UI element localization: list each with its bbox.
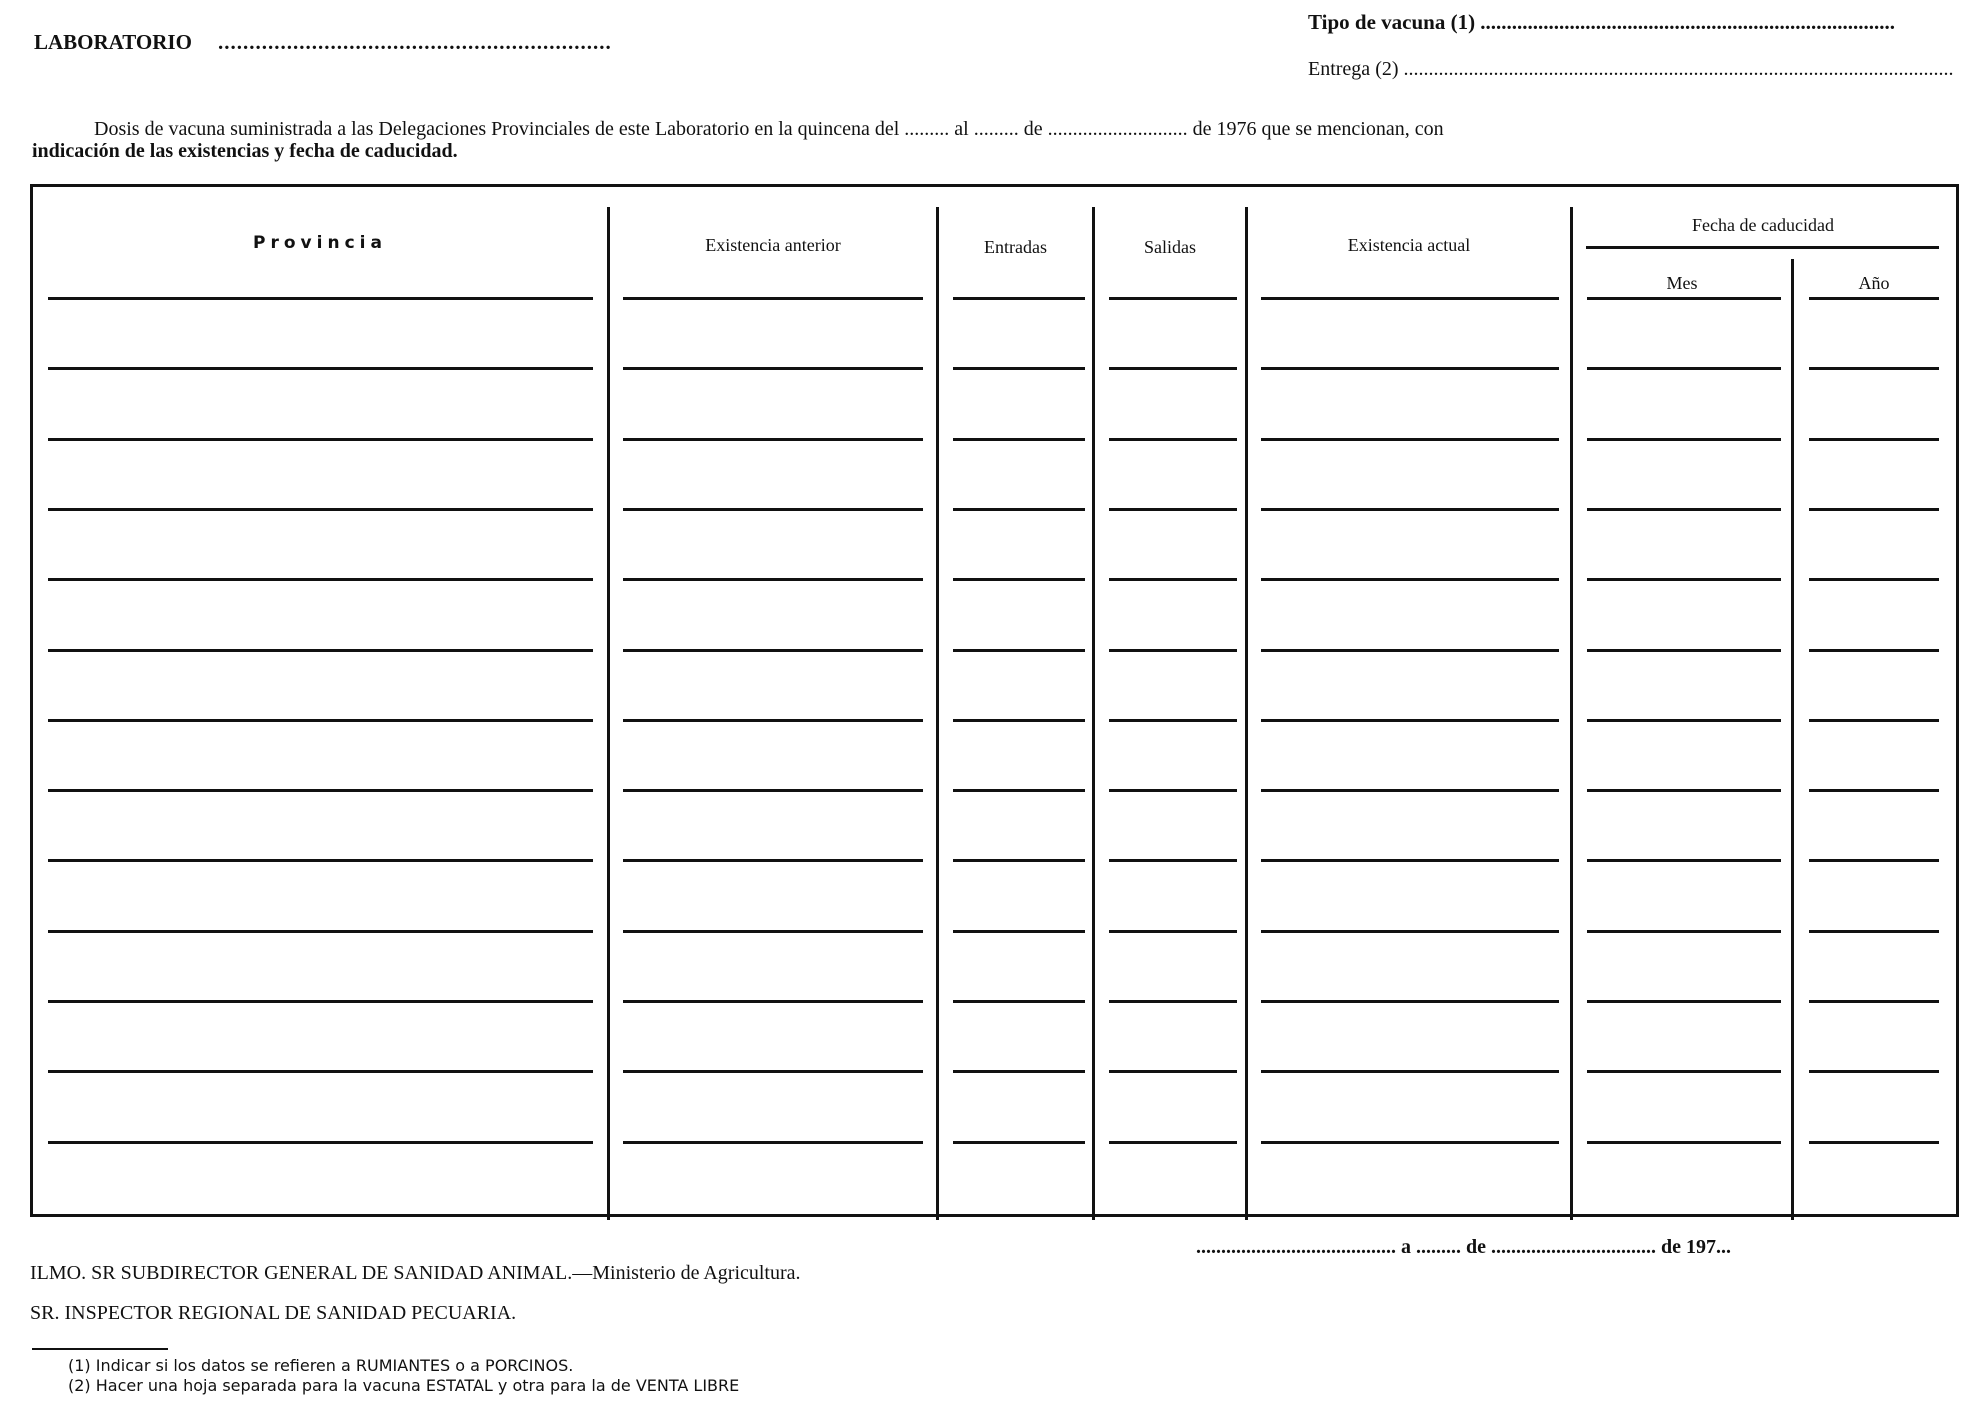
entry-rule[interactable]	[1809, 930, 1939, 933]
entry-rule[interactable]	[623, 508, 923, 511]
entry-rule[interactable]	[1109, 859, 1237, 862]
entry-rule[interactable]	[1809, 789, 1939, 792]
entry-rule[interactable]	[1261, 367, 1559, 370]
entry-rule[interactable]	[1809, 438, 1939, 441]
entry-rule[interactable]	[1109, 789, 1237, 792]
entry-rule[interactable]	[1261, 578, 1559, 581]
entry-rule[interactable]	[623, 930, 923, 933]
entry-rule[interactable]	[623, 1141, 923, 1144]
entry-rule[interactable]	[623, 1070, 923, 1073]
entry-rule[interactable]	[1109, 930, 1237, 933]
entry-rule[interactable]	[1109, 297, 1237, 300]
column-divider	[1791, 259, 1794, 1220]
column-divider	[1570, 207, 1573, 1220]
header-salidas: Salidas	[1144, 237, 1196, 257]
entry-rule[interactable]	[1809, 859, 1939, 862]
entry-rule[interactable]	[623, 719, 923, 722]
entry-rule[interactable]	[1261, 297, 1559, 300]
entry-rule[interactable]	[1109, 438, 1237, 441]
entry-rule[interactable]	[623, 1000, 923, 1003]
entry-rule[interactable]	[623, 438, 923, 441]
entry-rule[interactable]	[1109, 508, 1237, 511]
place-date-line[interactable]: ........................................ a ......... de ................................. de 197...	[1196, 1236, 1731, 1258]
entry-rule[interactable]	[1809, 1070, 1939, 1073]
entry-rule[interactable]	[1809, 1000, 1939, 1003]
entry-rule[interactable]	[1809, 508, 1939, 511]
entry-rule[interactable]	[48, 789, 593, 792]
footnote-2: (2) Hacer una hoja separada para la vacuna ESTATAL y otra para la de VENTA LIBRE	[68, 1376, 740, 1395]
entry-rule[interactable]	[48, 508, 593, 511]
intro-line-1: Dosis de vacuna suministrada a las Delegaciones Provinciales de este Laboratorio en la quincena del ......... al ......... de ............................ de 1976 que se mencionan, con	[94, 118, 1444, 140]
column-divider	[1092, 207, 1095, 1220]
entry-rule[interactable]	[953, 297, 1085, 300]
entry-rule[interactable]	[48, 1070, 593, 1073]
entry-rule[interactable]	[1261, 508, 1559, 511]
entry-rule[interactable]	[1587, 367, 1781, 370]
entry-rule[interactable]	[1261, 930, 1559, 933]
laboratorio-label: LABORATORIO	[34, 30, 192, 54]
header-mes: Mes	[1666, 273, 1698, 293]
entry-rule[interactable]	[953, 719, 1085, 722]
entry-rule[interactable]	[1587, 930, 1781, 933]
entry-rule[interactable]	[1109, 719, 1237, 722]
entry-rule[interactable]	[48, 1141, 593, 1144]
laboratorio-field[interactable]: ...............................................................	[218, 30, 612, 54]
header-existencia-anterior: Existencia anterior	[705, 235, 841, 255]
entry-rule[interactable]	[623, 367, 923, 370]
entry-rule[interactable]	[1587, 1000, 1781, 1003]
intro-line-2: indicación de las existencias y fecha de caducidad.	[32, 140, 458, 162]
entry-rule[interactable]	[953, 438, 1085, 441]
entry-rule[interactable]	[953, 367, 1085, 370]
entry-rule[interactable]	[623, 578, 923, 581]
footnote-rule	[32, 1348, 168, 1350]
entry-rule[interactable]	[1809, 367, 1939, 370]
entry-rule[interactable]	[1809, 719, 1939, 722]
tipo-vacuna-field[interactable]: Tipo de vacuna (1) ...............................................................................	[1308, 10, 1896, 34]
entry-rule[interactable]	[1587, 649, 1781, 652]
entry-rule[interactable]	[1109, 1141, 1237, 1144]
header-ano: Año	[1858, 273, 1890, 293]
entry-rule[interactable]	[48, 649, 593, 652]
entry-rule[interactable]	[48, 367, 593, 370]
entry-rule[interactable]	[1261, 649, 1559, 652]
entry-rule[interactable]	[1809, 649, 1939, 652]
entry-rule[interactable]	[1587, 789, 1781, 792]
entry-rule[interactable]	[623, 297, 923, 300]
entry-rule[interactable]	[953, 578, 1085, 581]
addressee-subdirector: ILMO. SR SUBDIRECTOR GENERAL DE SANIDAD ANIMAL.—Ministerio de Agricultura.	[30, 1262, 801, 1284]
footnote-1: (1) Indicar si los datos se refieren a RUMIANTES o a PORCINOS.	[68, 1356, 574, 1375]
entry-rule[interactable]	[1809, 1141, 1939, 1144]
entry-rule[interactable]	[953, 1141, 1085, 1144]
entry-rule[interactable]	[623, 859, 923, 862]
entry-rule[interactable]	[48, 1000, 593, 1003]
vaccine-stock-table	[30, 184, 1959, 1217]
entry-rule[interactable]	[953, 789, 1085, 792]
entry-rule[interactable]	[1587, 438, 1781, 441]
entry-rule[interactable]	[1261, 1070, 1559, 1073]
entry-rule[interactable]	[953, 1000, 1085, 1003]
entry-rule[interactable]	[48, 438, 593, 441]
entry-rule[interactable]	[1261, 438, 1559, 441]
header-existencia-actual: Existencia actual	[1347, 235, 1471, 255]
entry-rule[interactable]	[953, 649, 1085, 652]
header-entradas: Entradas	[984, 237, 1047, 257]
entry-rule[interactable]	[953, 1070, 1085, 1073]
entry-rule[interactable]	[1587, 859, 1781, 862]
entry-rule[interactable]	[1109, 649, 1237, 652]
column-divider	[936, 207, 939, 1220]
entry-rule[interactable]	[1587, 1141, 1781, 1144]
entry-rule[interactable]	[48, 578, 593, 581]
entry-rule[interactable]	[1261, 859, 1559, 862]
entry-rule[interactable]	[623, 789, 923, 792]
entry-rule[interactable]	[1109, 578, 1237, 581]
entry-rule[interactable]	[1587, 297, 1781, 300]
entry-rule[interactable]	[48, 297, 593, 300]
entry-rule[interactable]	[1587, 578, 1781, 581]
entry-rule[interactable]	[953, 859, 1085, 862]
entry-rule[interactable]	[1809, 578, 1939, 581]
column-divider	[1245, 207, 1248, 1220]
entry-rule[interactable]	[1109, 1070, 1237, 1073]
entry-rule[interactable]	[1587, 1070, 1781, 1073]
entry-rule[interactable]	[1109, 367, 1237, 370]
entry-rule[interactable]	[1587, 508, 1781, 511]
column-divider	[607, 207, 610, 1220]
entry-rule[interactable]	[48, 859, 593, 862]
entry-rule[interactable]	[623, 649, 923, 652]
entry-rule[interactable]	[1109, 1000, 1237, 1003]
fecha-caducidad-rule	[1586, 246, 1939, 249]
entry-rule[interactable]	[1261, 1141, 1559, 1144]
entry-rule[interactable]	[48, 930, 593, 933]
header-provincia: Provincia	[253, 233, 387, 253]
entry-rule[interactable]	[953, 930, 1085, 933]
addressee-inspector: SR. INSPECTOR REGIONAL DE SANIDAD PECUARIA.	[30, 1302, 517, 1324]
entrega-field[interactable]: Entrega (2) ..............................................................................................................	[1308, 58, 1954, 80]
entry-rule[interactable]	[1261, 1000, 1559, 1003]
entry-rule[interactable]	[953, 508, 1085, 511]
entry-rule[interactable]	[1587, 719, 1781, 722]
entry-rule[interactable]	[48, 719, 593, 722]
entry-rule[interactable]	[1809, 297, 1939, 300]
entry-rule[interactable]	[1261, 719, 1559, 722]
header-fecha-caducidad: Fecha de caducidad	[1692, 215, 1834, 235]
entry-rule[interactable]	[1261, 789, 1559, 792]
